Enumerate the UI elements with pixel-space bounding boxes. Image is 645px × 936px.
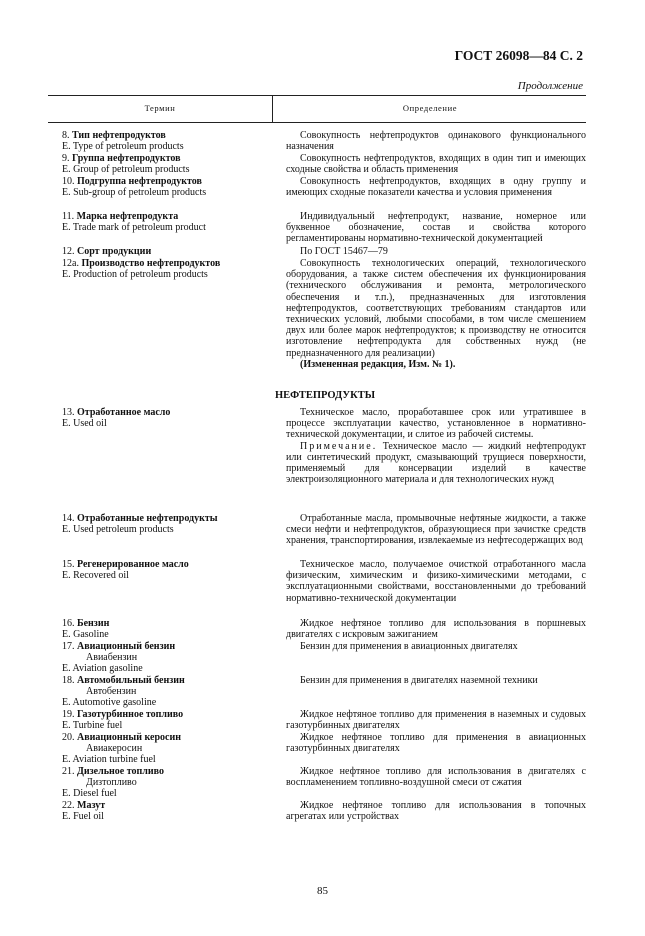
definition-20: Жидкое нефтяное топливо для применения в авиационных газотурбинных двигателях (286, 732, 586, 755)
definition-16: Жидкое нефтяное топливо для использования в поршневых двигателях с искровым зажиганием (286, 618, 586, 641)
term-15: 15. Регенерированное масло E. Recovered oil (62, 559, 189, 582)
definition-12a: Совокупность технологических операций, технологического оборудования, а также систем обеспечения их функционирования (технического обслуживания и ремонта, метрологического обеспечения и т.п.), предназначенных для изготовления нефтепродуктов, соответствующих требованиям стандартов или технических условий, любыми способами, в том числе смешением двух или более марок нефтепродуктов; к производству не относится изготовление нефтепродукта для собственных нужд (не предназначенного для реализации) (Измененная редакция, Изм. № 1). (286, 258, 586, 370)
page-number: 85 (317, 885, 328, 897)
term-12a: 12а. Производство нефтепродуктов E. Production of petroleum products (62, 258, 221, 281)
column-separator (272, 95, 273, 122)
definition-19: Жидкое нефтяное топливо для применения в наземных и судовых газотурбинных двигателях (286, 709, 586, 732)
definition-12: По ГОСТ 15467—79 (300, 246, 388, 257)
continuation-label: Продолжение (517, 80, 583, 92)
definition-10: Совокупность нефтепродуктов, входящих в одну группу и имеющих сходные показатели качества и условия применения (286, 176, 586, 199)
term-14: 14. Отработанные нефтепродукты E. Used petroleum products (62, 513, 218, 536)
term-17: 17. Авиационный бензин Авиабензин E. Aviation gasoline (62, 641, 176, 675)
definition-8: Совокупность нефтепродуктов одинакового функционального назначения (286, 130, 586, 153)
definition-17: Бензин для применения в авиационных двигателях (300, 641, 518, 652)
amendment-note: (Измененная редакция, Изм. № 1). (300, 358, 456, 370)
definition-9: Совокупность нефтепродуктов, входящих в один тип и имеющих сходные свойства и область применения (286, 153, 586, 176)
definition-14: Отработанные масла, промывочные нефтяные жидкости, а также смеси нефти и нефтепродуктов, образующиеся при зачистке средств хранения, транспортирования, извлекаемые из нефтесодержащих вод (286, 513, 586, 547)
term-10: 10. Подгруппа нефтепродуктов E. Sub-group of petroleum products (62, 176, 207, 199)
term-20: 20. Авиационный керосин Авиакеросин E. Aviation turbine fuel (62, 732, 181, 766)
term-13: 13. Отработанное масло E. Used oil (62, 407, 171, 430)
term-18: 18. Автомобильный бензин Автобензин E. Automotive gasoline (62, 675, 185, 709)
term-19: 19. Газотурбинное топливо E. Turbine fuel (62, 709, 184, 732)
term-8: 8. Тип нефтепродуктов E. Type of petroleum products (62, 130, 184, 153)
definition-15: Техническое масло, получаемое очисткой отработанного масла физическим, химическим и физико-химическими методами, с эксплуатационными свойствами, восстановленными до требований нормативно-технической документации (286, 559, 586, 604)
term-11: 11. Марка нефтепродукта E. Trade mark of petroleum product (62, 211, 206, 234)
definition-21: Жидкое нефтяное топливо для использования в двигателях с воспламенением топливно-воздушной смеси от сжатия (286, 766, 586, 789)
term-22: 22. Мазут E. Fuel oil (62, 800, 106, 823)
term-21: 21. Дизельное топливо Дизтопливо E. Diesel fuel (62, 766, 164, 800)
note-label: Примечание. (300, 440, 378, 452)
definition-22: Жидкое нефтяное топливо для использования в топочных агрегатах или устройствах (286, 800, 586, 823)
definition-13: Техническое масло, проработавшее срок или утратившее в процессе эксплуатации качество, установленное в нормативно-технической документации, и слитое из рабочей системы. Примечание. Техническое масло — жидкий нефтепродукт или синтетический продукт, смазывающий трущиеся поверхности, применяемый для консервации изделий в качестве электроизоляционного материала и для технологических нужд (286, 407, 586, 486)
definition-18: Бензин для применения в двигателях наземной техники (300, 675, 538, 686)
section-title: НЕФТЕПРОДУКТЫ (274, 390, 376, 401)
term-16: 16. Бензин E. Gasoline (62, 618, 110, 641)
document-reference: ГОСТ 26098—84 С. 2 (454, 48, 583, 63)
table-top-rule (48, 95, 586, 96)
definition-column-header: Определение (402, 103, 458, 113)
definition-11: Индивидуальный нефтепродукт, название, номерное или буквенное обозначение, состав и свойства которого регламентированы нормативно-технической документацией (286, 211, 586, 245)
term-9: 9. Группа нефтепродуктов E. Group of petroleum products (62, 153, 190, 176)
term-column-header: Термин (144, 103, 176, 113)
term-12: 12. Сорт продукции (62, 246, 152, 257)
table-header-rule (48, 122, 586, 123)
